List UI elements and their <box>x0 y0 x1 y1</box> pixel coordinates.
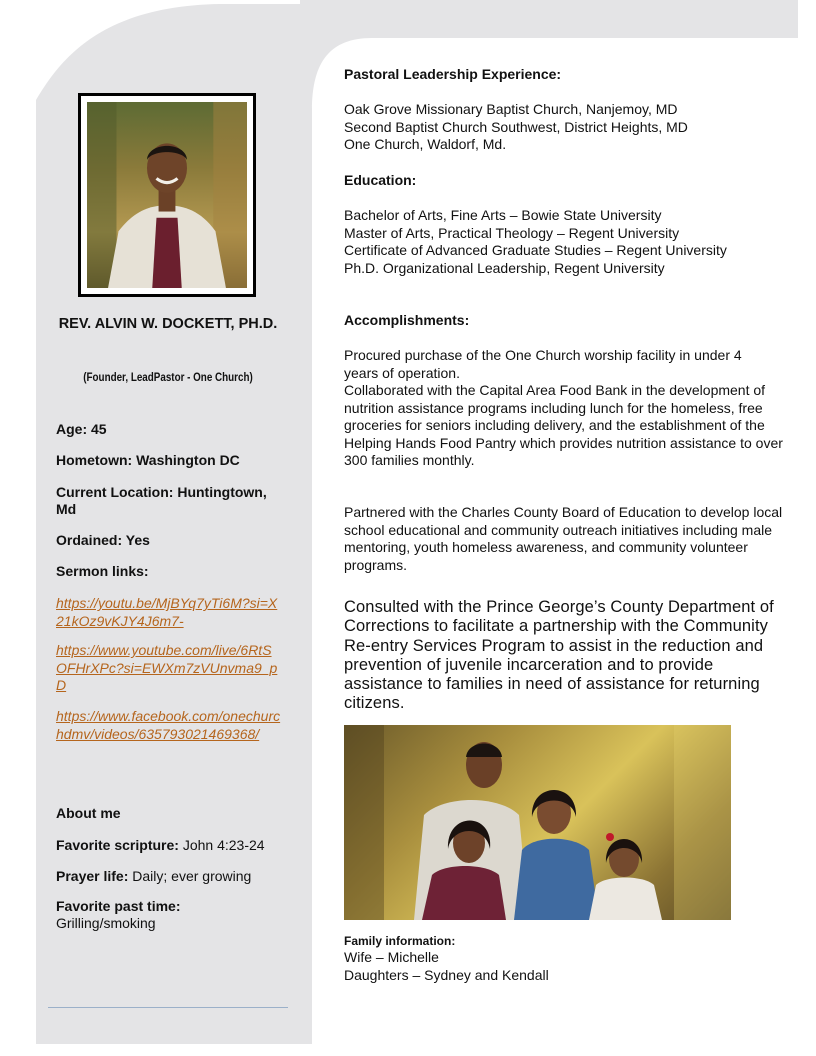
favorite-pastime-value: Grilling/smoking <box>56 915 156 931</box>
family-wife: Wife – Michelle <box>344 949 439 965</box>
pastoral-heading: Pastoral Leadership Experience: <box>344 66 562 82</box>
pastor-role: (Founder, LeadPastor - One Church) <box>83 370 253 384</box>
family-caption <box>344 934 744 984</box>
favorite-pastime-label: Favorite past time: <box>56 898 181 914</box>
prayer-life <box>56 868 288 885</box>
portrait-frame <box>78 93 256 297</box>
education-heading: Education: <box>344 172 417 188</box>
pastoral-item: One Church, Waldorf, Md. <box>344 136 507 152</box>
pastoral-item: Second Baptist Church Southwest, District Heights, MD <box>344 118 688 135</box>
education-item: Bachelor of Arts, Fine Arts – Bowie State University <box>344 207 662 223</box>
accomplishments-heading: Accomplishments: <box>344 312 470 328</box>
education-item: Master of Arts, Practical Theology – Regent University <box>344 224 680 241</box>
education-list <box>344 207 734 277</box>
pastoral-item: Oak Grove Missionary Baptist Church, Nanjemoy, MD <box>344 101 678 117</box>
hometown: Hometown: Washington DC <box>56 452 240 468</box>
about-me-heading: About me <box>56 805 121 821</box>
education-item: Ph.D. Organizational Leadership, Regent University <box>344 259 665 276</box>
family-daughters: Daughters – Sydney and Kendall <box>344 966 549 983</box>
education-item: Certificate of Advanced Graduate Studies – Regent University <box>344 242 727 258</box>
prayer-life-label: Prayer life: <box>56 868 129 884</box>
age: Age: 45 <box>56 421 107 437</box>
favorite-scripture-value: John 4:23-24 <box>182 837 265 853</box>
sidebar-divider <box>48 1007 288 1008</box>
accomplishment-1: Procured purchase of the One Church worship facility in under 4 years of operation. <box>344 347 742 381</box>
pastor-name: REV. ALVIN W. DOCKETT, PH.D. <box>58 316 278 332</box>
family-photo-image <box>344 725 731 920</box>
sermon-link-facebook[interactable]: https://www.facebook.com/onechurchdmv/videos/635793021469368/ <box>56 708 281 742</box>
accomplishment-2: Collaborated with the Capital Area Food Bank in the development of nutrition assistance programs including lunch for the homeless, free groceries for seniors including delivery, and the establishment of the Helping Hands Food Pantry which provides nutrition assistance to over 300 families monthly. <box>344 382 783 468</box>
favorite-pastime <box>56 898 288 932</box>
portrait-mat <box>81 96 253 294</box>
accomplishment-4: Consulted with the Prince George’s County Department of Corrections to facilitate a partnership with the Community Re-entry Services Program to assist in the reduction and prevention of juvenile incarceration and to provide assistance to families in need of assistance for returning citizens. <box>344 598 774 713</box>
current-location: Current Location: Huntingtown, Md <box>56 484 267 517</box>
sermon-link-youtube-1[interactable]: https://youtu.be/MjBYq7yTi6M?si=X21kOz9vKJY4J6m7- <box>56 595 278 629</box>
prayer-life-value: Daily; ever growing <box>132 868 252 884</box>
ordained: Ordained: Yes <box>56 532 150 548</box>
pastor-portrait-image <box>87 102 247 288</box>
favorite-scripture <box>56 837 288 854</box>
sermon-link-youtube-live[interactable]: https://www.youtube.com/live/6RtSOFHrXPc?si=EWXm7zVUnvma9_pD <box>56 642 278 693</box>
sermon-links-label: Sermon links: <box>56 563 149 579</box>
accomplishment-3: Partnered with the Charles County Board of Education to develop local school educational and community outreach initiatives including male mentoring, youth homeless awareness, and community volunteer programs. <box>344 504 783 573</box>
pastoral-list <box>344 101 780 154</box>
favorite-scripture-label: Favorite scripture: <box>56 837 179 853</box>
family-heading: Family information: <box>344 934 456 948</box>
